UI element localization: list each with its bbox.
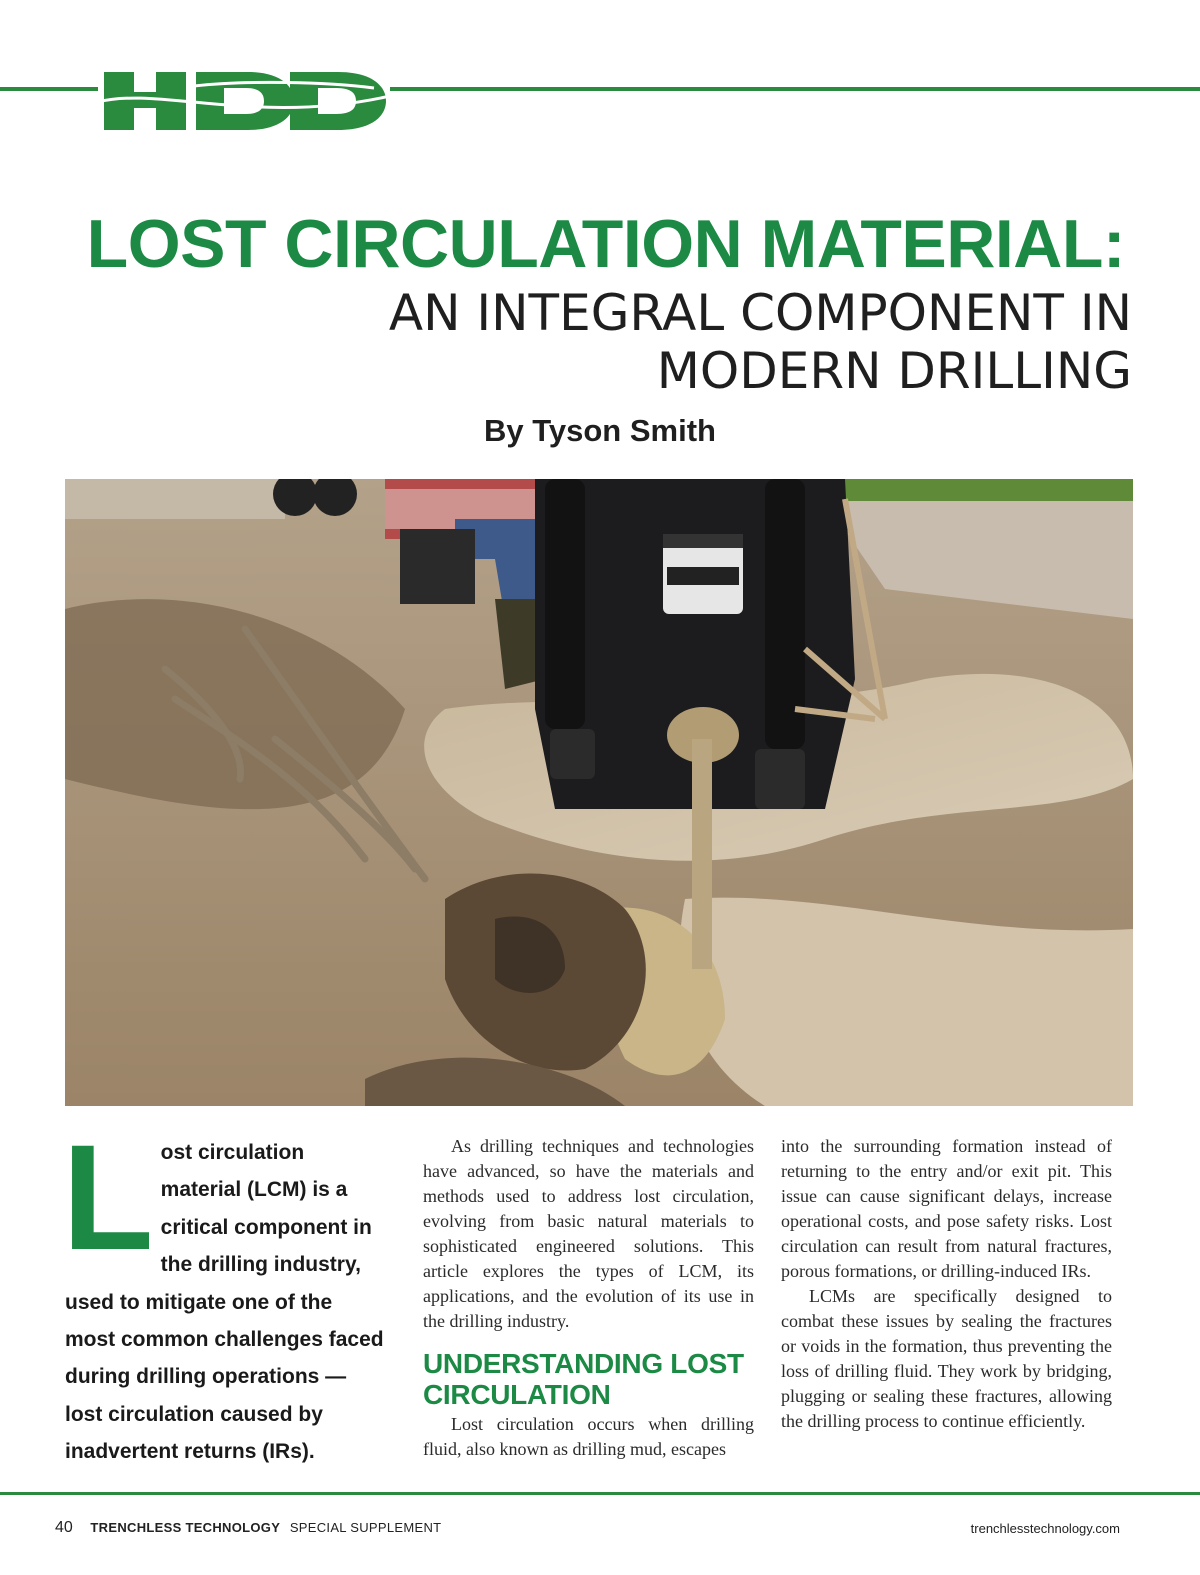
supplement-label: SPECIAL SUPPLEMENT: [289, 1520, 442, 1535]
website-link[interactable]: trenchlesstechnology.com: [970, 1521, 1120, 1536]
column-2: [423, 1134, 754, 1462]
section-heading: UNDERSTANDING LOST CIRCULATION: [423, 1348, 744, 1410]
body-paragraph-4: LCMs are specifically designed to combat these issues by sealing the fractures or voids in the formation, thus preventing the loss of drilling fluid. They work by bridging, plugging or sealing these fractures, allowing the drilling process to continue efficiently.: [781, 1286, 1112, 1431]
article-title: LOST CIRCULATION MATERIAL:: [86, 206, 1125, 282]
column-1: [62, 1113, 387, 1471]
hdd-logo: [98, 66, 390, 134]
page-footer: [55, 1519, 1120, 1537]
drilling-rig-photo: [65, 479, 1133, 1106]
body-paragraph-2: Lost circulation occurs when drilling fluid, also known as drilling mud, escapes: [423, 1414, 754, 1459]
body-paragraph-1: As drilling techniques and technologies have advanced, so have the materials and methods used to address lost circulation, evolving from basic natural materials to sophisticated engineered solutions. This article explores the types of LCM, its applications, and the evolution of its use in the drilling industry.: [423, 1136, 754, 1331]
body-paragraph-3: into the surrounding formation instead of returning to the entry and/or exit pit. This issue can cause significant delays, increase operational costs, and pose safety risks. Lost circulation can result from natural fractures, porous formations, or drilling-induced IRs.: [781, 1136, 1112, 1281]
magazine-name: TRENCHLESS TECHNOLOGY: [90, 1520, 281, 1535]
drop-cap: L: [62, 1113, 154, 1281]
footer-rule: [0, 1492, 1200, 1495]
page-number: 40: [55, 1519, 73, 1536]
article-subtitle: AN INTEGRAL COMPONENT IN MODERN DRILLING: [388, 284, 1132, 400]
byline: By Tyson Smith: [484, 413, 716, 448]
intro-paragraph: ost circulation material (LCM) is a critical component in the drilling industry, used to mitigate one of the most common challenges faced during drilling operations — lost circulation caused by inadvertent returns (IRs).: [65, 1141, 384, 1464]
column-3: [781, 1134, 1112, 1434]
